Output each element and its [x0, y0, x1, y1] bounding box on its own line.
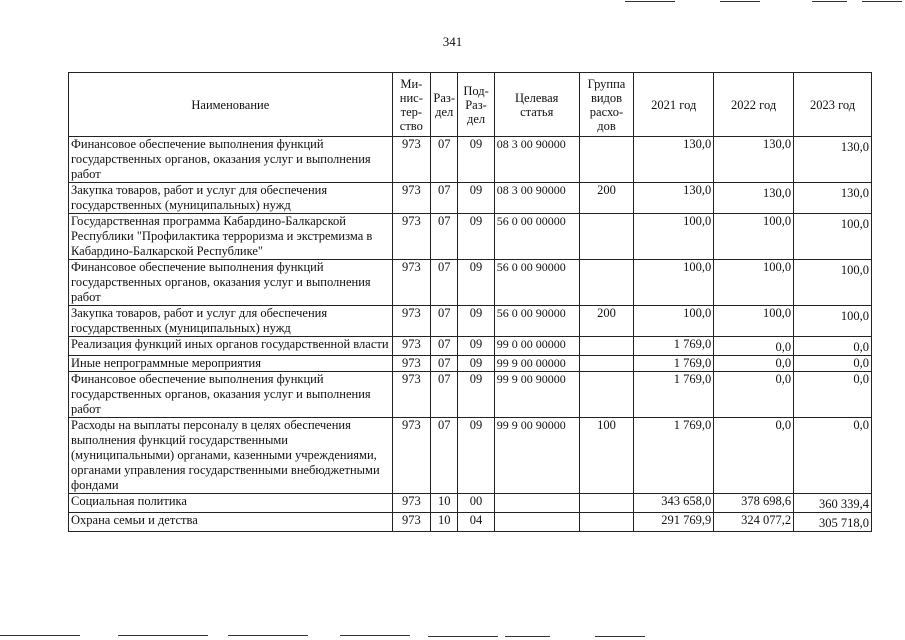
table-row [69, 337, 872, 356]
cell-section: 07 [431, 137, 458, 183]
cell-group [579, 337, 634, 356]
table-row [69, 513, 872, 532]
cell-2022: 130,0 [714, 183, 794, 214]
cell-2023: 130,0 [794, 137, 872, 183]
header-section: Раз- дел [431, 73, 458, 137]
header-ministry: Ми- нис- тер- ство [392, 73, 430, 137]
table-row [69, 494, 872, 513]
cell-section: 07 [431, 372, 458, 418]
cell-group [579, 214, 634, 260]
cell-target: 99 9 00 90000 [494, 418, 579, 494]
scan-artifact-line [340, 635, 410, 636]
cell-subsection: 09 [458, 356, 494, 372]
cell-group [579, 356, 634, 372]
cell-ministry: 973 [392, 137, 430, 183]
cell-subsection: 09 [458, 183, 494, 214]
cell-2023: 360 339,4 [794, 494, 872, 513]
cell-group: 100 [579, 418, 634, 494]
cell-ministry: 973 [392, 418, 430, 494]
header-2022: 2022 год [714, 73, 794, 137]
cell-2023: 0,0 [794, 356, 872, 372]
cell-ministry: 973 [392, 183, 430, 214]
cell-section: 07 [431, 183, 458, 214]
cell-subsection: 04 [458, 513, 494, 532]
cell-2022: 0,0 [714, 372, 794, 418]
scan-artifact-line [228, 635, 308, 636]
cell-ministry: 973 [392, 356, 430, 372]
cell-2023: 130,0 [794, 183, 872, 214]
cell-ministry: 973 [392, 337, 430, 356]
cell-group [579, 494, 634, 513]
cell-subsection: 09 [458, 137, 494, 183]
cell-2021: 1 769,0 [634, 418, 714, 494]
cell-2023: 0,0 [794, 418, 872, 494]
cell-target: 99 9 00 90000 [494, 372, 579, 418]
cell-section: 07 [431, 260, 458, 306]
cell-2023: 100,0 [794, 260, 872, 306]
cell-2022: 130,0 [714, 137, 794, 183]
table-row [69, 306, 872, 337]
scan-artifact-line [812, 1, 847, 2]
cell-subsection: 09 [458, 418, 494, 494]
scan-artifact-line [720, 1, 760, 2]
cell-group: 200 [579, 183, 634, 214]
cell-2021: 100,0 [634, 260, 714, 306]
scan-artifact-line [118, 635, 208, 636]
cell-target: 08 3 00 90000 [494, 183, 579, 214]
cell-section: 07 [431, 356, 458, 372]
cell-name: Финансовое обеспечение выполнения функций государственных органов, оказания услуг и выполнения работ [69, 372, 393, 418]
table-row [69, 183, 872, 214]
cell-section: 10 [431, 513, 458, 532]
cell-section: 07 [431, 214, 458, 260]
cell-section: 07 [431, 337, 458, 356]
cell-name: Закупка товаров, работ и услуг для обеспечения государственных (муниципальных) нужд [69, 306, 393, 337]
cell-2022: 100,0 [714, 306, 794, 337]
cell-2023: 0,0 [794, 337, 872, 356]
cell-2021: 100,0 [634, 306, 714, 337]
table-row [69, 214, 872, 260]
cell-2022: 0,0 [714, 418, 794, 494]
cell-subsection: 09 [458, 372, 494, 418]
cell-target [494, 513, 579, 532]
header-2023: 2023 год [794, 73, 872, 137]
cell-2022: 100,0 [714, 260, 794, 306]
cell-2021: 130,0 [634, 183, 714, 214]
cell-2022: 324 077,2 [714, 513, 794, 532]
cell-ministry: 973 [392, 494, 430, 513]
table-row [69, 356, 872, 372]
cell-group [579, 260, 634, 306]
table-row [69, 137, 872, 183]
scan-artifact-line [505, 636, 550, 637]
cell-target [494, 494, 579, 513]
cell-group: 200 [579, 306, 634, 337]
cell-2023: 100,0 [794, 214, 872, 260]
cell-name: Закупка товаров, работ и услуг для обеспечения государственных (муниципальных) нужд [69, 183, 393, 214]
scan-artifact-line [0, 635, 80, 636]
cell-name: Охрана семьи и детства [69, 513, 393, 532]
cell-2022: 0,0 [714, 337, 794, 356]
cell-name: Финансовое обеспечение выполнения функций государственных органов, оказания услуг и выполнения работ [69, 137, 393, 183]
header-subsection: Под- Раз- дел [458, 73, 494, 137]
cell-name: Расходы на выплаты персоналу в целях обеспечения выполнения функций государственными (муниципальными) органами, казенными учреждениями, органами управления государственными внебюджетными фондами [69, 418, 393, 494]
cell-name: Иные непрограммные мероприятия [69, 356, 393, 372]
cell-group [579, 137, 634, 183]
header-row [69, 73, 872, 137]
cell-2022: 378 698,6 [714, 494, 794, 513]
cell-2023: 305 718,0 [794, 513, 872, 532]
header-name: Наименование [69, 73, 393, 137]
cell-target: 56 0 00 00000 [494, 214, 579, 260]
cell-name: Государственная программа Кабардино-Балкарской Республики "Профилактика терроризма и экстремизма в Кабардино-Балкарской Республике" [69, 214, 393, 260]
cell-subsection: 09 [458, 306, 494, 337]
cell-target: 99 0 00 00000 [494, 337, 579, 356]
cell-target: 56 0 00 90000 [494, 306, 579, 337]
cell-ministry: 973 [392, 372, 430, 418]
cell-ministry: 973 [392, 214, 430, 260]
scan-artifact-line [595, 636, 645, 637]
header-2021: 2021 год [634, 73, 714, 137]
cell-2021: 1 769,0 [634, 356, 714, 372]
cell-subsection: 09 [458, 260, 494, 306]
page-number: 341 [442, 34, 463, 49]
table-row [69, 418, 872, 494]
cell-group [579, 513, 634, 532]
header-group: Группа видов расхо- дов [579, 73, 634, 137]
cell-name: Финансовое обеспечение выполнения функций государственных органов, оказания услуг и выполнения работ [69, 260, 393, 306]
table-row [69, 260, 872, 306]
cell-target: 08 3 00 90000 [494, 137, 579, 183]
cell-ministry: 973 [392, 513, 430, 532]
cell-section: 07 [431, 418, 458, 494]
cell-2022: 100,0 [714, 214, 794, 260]
cell-ministry: 973 [392, 260, 430, 306]
cell-2023: 0,0 [794, 372, 872, 418]
table-row [69, 372, 872, 418]
cell-2021: 291 769,9 [634, 513, 714, 532]
cell-name: Реализация функций иных органов государственной власти [69, 337, 393, 356]
cell-target: 99 9 00 00000 [494, 356, 579, 372]
budget-table [68, 72, 872, 532]
cell-section: 07 [431, 306, 458, 337]
cell-subsection: 09 [458, 337, 494, 356]
cell-section: 10 [431, 494, 458, 513]
cell-subsection: 00 [458, 494, 494, 513]
scan-artifact-line [625, 1, 675, 2]
scan-artifact-line [428, 636, 498, 637]
cell-2021: 1 769,0 [634, 372, 714, 418]
cell-subsection: 09 [458, 214, 494, 260]
cell-2023: 100,0 [794, 306, 872, 337]
cell-target: 56 0 00 90000 [494, 260, 579, 306]
scan-artifact-line [862, 1, 902, 2]
cell-2022: 0,0 [714, 356, 794, 372]
header-target: Целевая статья [494, 73, 579, 137]
cell-name: Социальная политика [69, 494, 393, 513]
cell-2021: 130,0 [634, 137, 714, 183]
cell-group [579, 372, 634, 418]
cell-2021: 1 769,0 [634, 337, 714, 356]
cell-2021: 100,0 [634, 214, 714, 260]
cell-ministry: 973 [392, 306, 430, 337]
cell-2021: 343 658,0 [634, 494, 714, 513]
